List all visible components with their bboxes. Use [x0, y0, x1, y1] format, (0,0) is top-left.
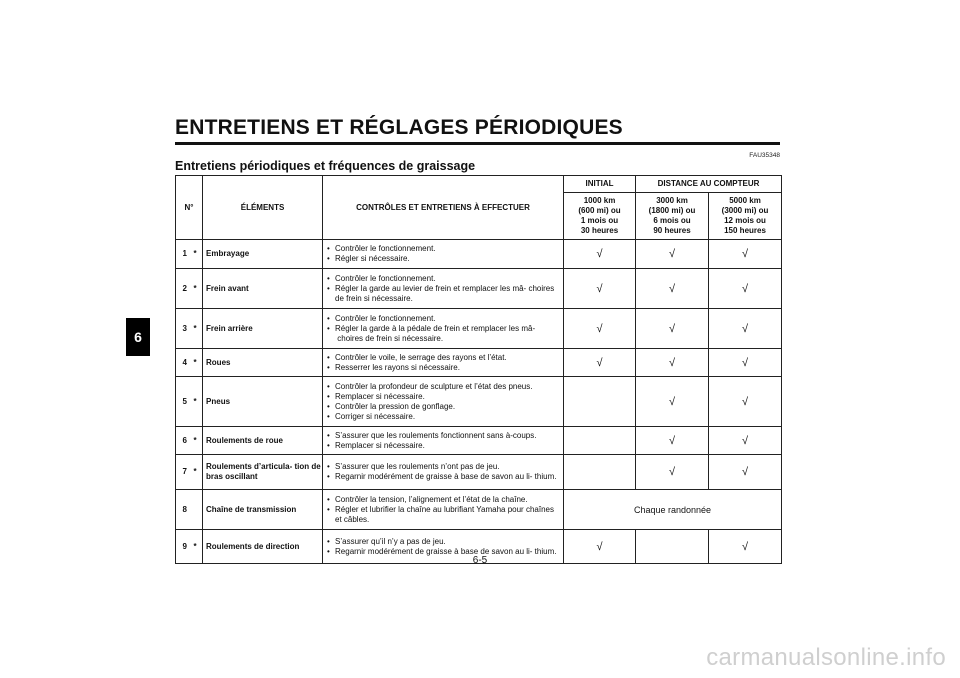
table-row [176, 349, 782, 377]
header-distance: DISTANCE AU COMPTEUR [636, 176, 782, 193]
interval-mark: √ [636, 427, 709, 455]
interval-mark: √ [709, 309, 782, 349]
check-item: • Régler si nécessaire. [327, 254, 559, 264]
row-item: Roues [203, 349, 323, 377]
row-item: Roulements de direction [203, 530, 323, 564]
row-number: 2 [176, 269, 194, 309]
watermark: carmanualsonline.info [706, 644, 946, 671]
row-item: Roulements de roue [203, 427, 323, 455]
chapter-tab[interactable]: 6 [126, 318, 150, 356]
header-checks: CONTRÔLES ET ENTRETIENS À EFFECTUER [323, 176, 564, 240]
row-asterisk: * [194, 349, 203, 377]
interval-header: 1000 km (600 mi) ou 1 mois ou 30 heures [564, 193, 636, 240]
interval-mark: √ [709, 349, 782, 377]
row-checks [323, 240, 564, 269]
interval-mark: √ [636, 377, 709, 427]
check-item: • S’assurer que les roulements n’ont pas de jeu. [327, 462, 559, 472]
check-item: • Remplacer si nécessaire. [327, 392, 559, 402]
row-item: Frein arrière [203, 309, 323, 349]
interval-mark [564, 377, 636, 427]
interval-mark: √ [709, 455, 782, 490]
interval-mark: √ [564, 530, 636, 564]
interval-mark: √ [636, 349, 709, 377]
interval-mark: √ [709, 427, 782, 455]
interval-header: 5000 km (3000 mi) ou 12 mois ou 150 heures [709, 193, 782, 240]
check-item: • Contrôler le fonctionnement. [327, 274, 559, 284]
interval-mark: √ [636, 240, 709, 269]
interval-mark: √ [709, 269, 782, 309]
row-asterisk: * [194, 530, 203, 564]
check-item: • Contrôler la pression de gonflage. [327, 402, 559, 412]
row-checks [323, 455, 564, 490]
row-asterisk: * [194, 377, 203, 427]
page-title: ENTRETIENS ET RÉGLAGES PÉRIODIQUES [175, 116, 623, 139]
interval-mark: √ [564, 240, 636, 269]
row-number: 8 [176, 490, 194, 530]
check-item: • Contrôler le fonctionnement. [327, 314, 559, 324]
header-initial: INITIAL [564, 176, 636, 193]
check-item: • S’assurer qu’il n’y a pas de jeu. [327, 537, 559, 547]
row-checks [323, 377, 564, 427]
row-number: 6 [176, 427, 194, 455]
row-checks [323, 269, 564, 309]
interval-mark: √ [564, 269, 636, 309]
interval-span-text: Chaque randonnée [564, 490, 782, 530]
check-item: • Régler la garde au levier de frein et remplacer les mâ- choires de frein si nécessaire. [327, 284, 559, 304]
row-item: Pneus [203, 377, 323, 427]
row-asterisk [194, 490, 203, 530]
check-item: • Remplacer si nécessaire. [327, 441, 559, 451]
row-item: Frein avant [203, 269, 323, 309]
row-item: Roulements d’articula- tion de bras oscillant [203, 455, 323, 490]
table-row [176, 377, 782, 427]
row-checks [323, 427, 564, 455]
check-item: • S’assurer que les roulements fonctionnent sans à-coups. [327, 431, 559, 441]
row-checks [323, 309, 564, 349]
table-row [176, 490, 782, 530]
doc-code: FAU35348 [749, 152, 780, 159]
header-num: N° [176, 176, 203, 240]
check-item: • Régler la garde à la pédale de frein et remplacer les mâ- choires de frein si nécessaire. [327, 324, 559, 344]
interval-mark: √ [709, 240, 782, 269]
row-asterisk: * [194, 240, 203, 269]
table-row [176, 240, 782, 269]
interval-mark: √ [709, 530, 782, 564]
maintenance-table [175, 175, 782, 564]
check-item: • Contrôler la profondeur de sculpture et l’état des pneus. [327, 382, 559, 392]
interval-mark: √ [636, 309, 709, 349]
row-number: 4 [176, 349, 194, 377]
table-row [176, 427, 782, 455]
table-row [176, 269, 782, 309]
interval-header: 3000 km (1800 mi) ou 6 mois ou 90 heures [636, 193, 709, 240]
row-asterisk: * [194, 455, 203, 490]
interval-mark [564, 427, 636, 455]
section-title: Entretiens périodiques et fréquences de graissage [175, 159, 476, 173]
header-items: ÉLÉMENTS [203, 176, 323, 240]
row-checks [323, 349, 564, 377]
row-number: 1 [176, 240, 194, 269]
row-number: 5 [176, 377, 194, 427]
interval-mark: √ [636, 455, 709, 490]
row-checks [323, 490, 564, 530]
interval-mark [564, 455, 636, 490]
row-item: Embrayage [203, 240, 323, 269]
check-item: • Régler et lubrifier la chaîne au lubrifiant Yamaha pour chaînes et câbles. [327, 505, 559, 525]
row-number: 3 [176, 309, 194, 349]
table-row [176, 309, 782, 349]
interval-mark: √ [636, 269, 709, 309]
interval-mark: √ [564, 309, 636, 349]
page-number: 6-5 [472, 555, 488, 566]
title-rule [175, 142, 780, 145]
check-item: • Regarnir modérément de graisse à base de savon au li- thium. [327, 547, 559, 557]
row-asterisk: * [194, 427, 203, 455]
check-item: • Contrôler le voile, le serrage des rayons et l’état. [327, 353, 559, 363]
table-row [176, 455, 782, 490]
check-item: • Corriger si nécessaire. [327, 412, 559, 422]
check-item: • Regarnir modérément de graisse à base de savon au li- thium. [327, 472, 559, 482]
row-asterisk: * [194, 269, 203, 309]
interval-mark: √ [709, 377, 782, 427]
row-number: 9 [176, 530, 194, 564]
row-item: Chaîne de transmission [203, 490, 323, 530]
check-item: • Contrôler le fonctionnement. [327, 244, 559, 254]
check-item: • Resserrer les rayons si nécessaire. [327, 363, 559, 373]
interval-mark: √ [564, 349, 636, 377]
check-item: • Contrôler la tension, l’alignement et l’état de la chaîne. [327, 495, 559, 505]
row-number: 7 [176, 455, 194, 490]
row-asterisk: * [194, 309, 203, 349]
